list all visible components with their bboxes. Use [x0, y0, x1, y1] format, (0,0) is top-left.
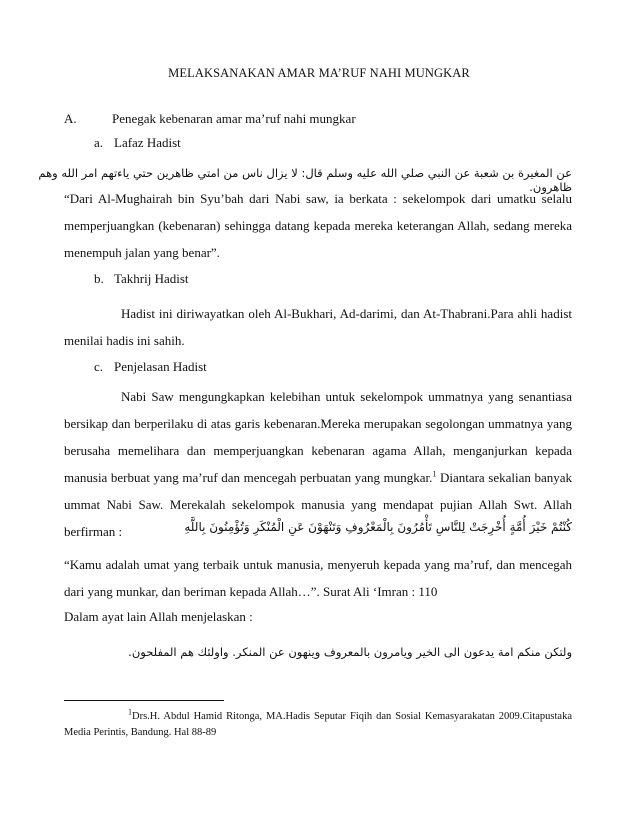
subheading-lafaz: [94, 135, 181, 151]
penjelasan-text: Nabi Saw mengungkapkan kelebihan untuk sekelompok ummatnya yang senantiasa bersikap dan berperilaku di atas garis kebenaran.Mereka merupakan segolongan ummatnya yang berusaha memelihara dan memperjuangkan kebenaran agama Allah, menganjurkan kepada manusia berbuat yang ma’ruf dan mencegah perbuatan yang mungkar.: [64, 389, 572, 485]
subheading-title: Takhrij Hadist: [114, 271, 189, 286]
section-number: A.: [64, 111, 77, 126]
subheading-letter: b.: [94, 271, 104, 286]
subheading-title: Lafaz Hadist: [114, 135, 181, 150]
subheading-letter: a.: [94, 135, 104, 150]
hadith-arabic-text: عن المغيرة بن شعبة عن النبي صلي الله عليه وسلم قال: لا يزال ناس من امتي ظاهرين حتي ياءتهم امر الله وهم ظاهرون.: [38, 166, 572, 194]
footnote: [64, 709, 572, 741]
footnote-reference[interactable]: 1: [432, 469, 437, 479]
quran-verse-arabic: كُنْتُمْ خَيْرَ أُمَّةٍ أُخْرِجَتْ لِلنَّاسِ تَأْمُرُونَ بِالْمَعْرُوفِ وَتَنْهَوْنَ عَنِ الْمُنْكَرِ وَتُؤْمِنُونَ بِاللَّهِ: [184, 520, 572, 534]
penjelasan-text-continued: Diantara sekalian banyak ummat Nabi Saw. Merekalah sekelompok manusia yang mendapat pujian Allah Swt. Allah berfirman :: [64, 470, 572, 539]
quran-verse-2-arabic: ولتكن منكم امة يدعون الى الخير ويامرون بالمعروف وينهون عن المنكر. واولئك هم المفلحون.: [128, 645, 572, 659]
page-title: MELAKSANAKAN AMAR MA’RUF NAHI MUNGKAR: [168, 66, 470, 80]
other-verse-intro: Dalam ayat lain Allah menjelaskan :: [64, 609, 253, 624]
subheading-letter: c.: [94, 359, 104, 374]
footnote-text: Drs.H. Abdul Hamid Ritonga, MA.Hadis Seputar Fiqih dan Sosial Kemasyarakatan 2009.Citapustaka Media Perintis, Bandung. Hal 88-89: [64, 711, 572, 738]
section-title: Penegak kebenaran amar ma’ruf nahi mungkar: [112, 111, 356, 126]
takhrij-paragraph: Hadist ini diriwayatkan oleh Al-Bukhari, Ad-darimi, dan At-Thabrani.Para ahli hadist menilai hadis ini sahih.: [64, 306, 572, 348]
hadith-translation: “Dari Al-Mughairah bin Syu’bah dari Nabi saw, ia berkata : sekelompok dari umatku selalu memperjuangkan (kebenaran) sehingga datang kepada mereka keterangan Allah, sedang mereka menempuh jalan yang benar”.: [64, 191, 572, 260]
subheading-penjelasan: [94, 359, 207, 375]
footnote-divider: [64, 700, 224, 701]
footnote-number: 1: [128, 707, 132, 717]
subheading-title: Penjelasan Hadist: [114, 359, 207, 374]
subheading-takhrij: [94, 271, 189, 287]
verse-translation: “Kamu adalah umat yang terbaik untuk manusia, menyeruh kepada yang ma’ruf, dan mencegah dari yang munkar, dan beriman kepada Allah…”. Surat Ali ‘Imran : 110: [64, 557, 572, 599]
section-heading: [64, 111, 356, 127]
